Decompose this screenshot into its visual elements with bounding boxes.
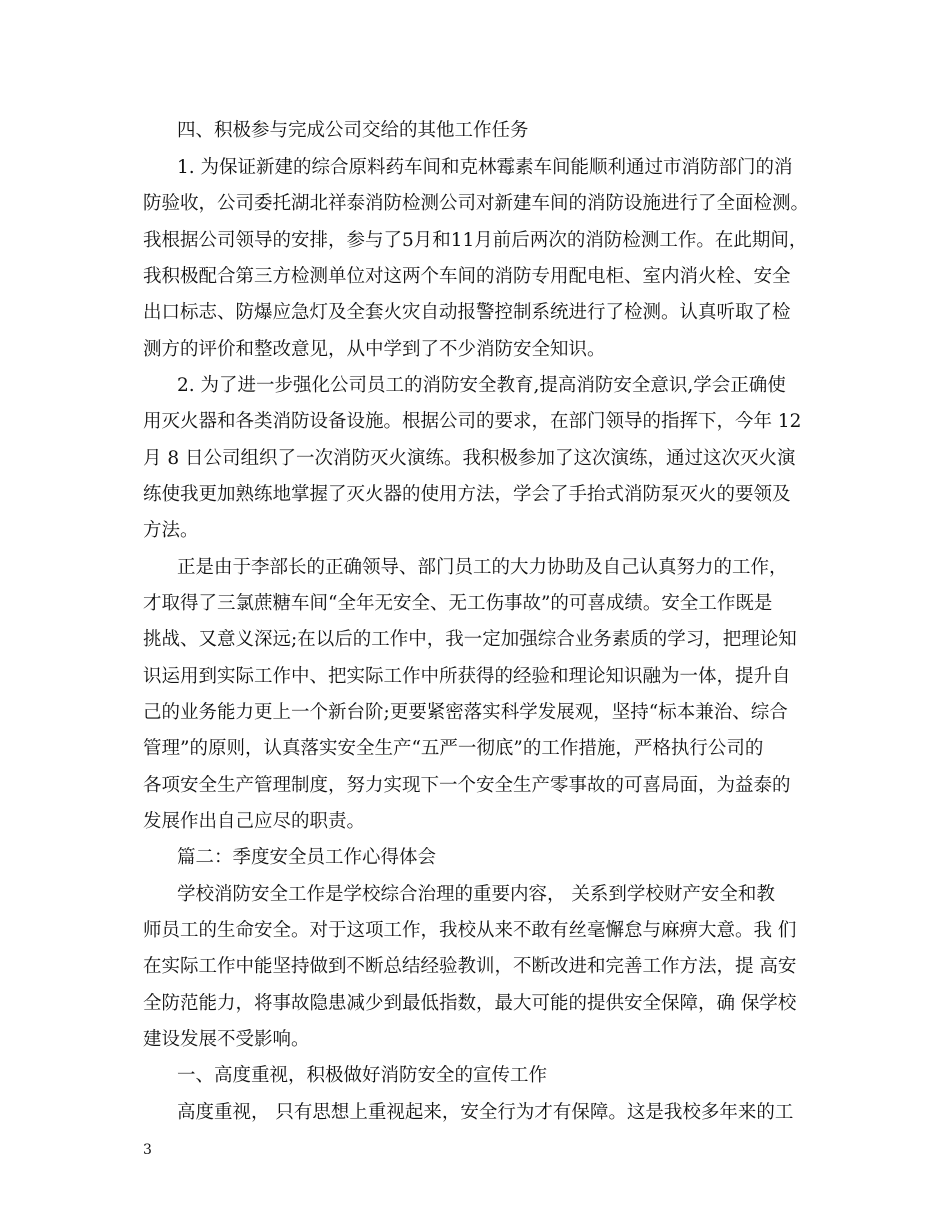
- text-line: 用灭火器和各类消防设备设施。根据公司的要求，在部门领导的指挥下，今年 12: [143, 411, 802, 432]
- text-line: 防验收，公司委托湖北祥泰消防检测公司对新建车间的消防设施进行了全面检测。: [143, 193, 810, 214]
- text-line: 发展作出自己应尽的职责。: [143, 811, 366, 832]
- text-line: 管理”的原则，认真落实安全生产“五严一彻底”的工作措施，严格执行公司的: [143, 738, 764, 759]
- section-heading: 篇二：季度安全员工作心得体会: [177, 847, 437, 868]
- text-line: 师员工的生命安全。对于这项工作，我校从来不敢有丝毫懈怠与麻痹大意。我 们: [143, 920, 797, 941]
- text-line: 建设发展不受影响。: [143, 1029, 310, 1050]
- text-line: 全防范能力，将事故隐患减少到最低指数，最大可能的提供安全保障，确 保学校: [143, 993, 797, 1014]
- text-line: 各项安全生产管理制度，努力实现下一个安全生产零事故的可喜局面，为益泰的: [143, 775, 791, 796]
- text-line: 在实际工作中能坚持做到不断总结经验教训，不断改进和完善工作方法，提 高安: [143, 956, 797, 977]
- text-line: 才取得了三氯蔗糖车间“全年无安全、无工伤事故”的可喜成绩。安全工作既是: [143, 593, 773, 614]
- text-line: 测方的评价和整改意见，从中学到了不少消防安全知识。: [143, 339, 606, 360]
- text-line: 我根据公司领导的安排，参与了5月和11月前后两次的消防检测工作。在此期间，: [143, 230, 808, 251]
- text-line: 挑战、又意义深远;在以后的工作中，我一定加强综合业务素质的学习，把理论知: [143, 629, 797, 650]
- text-line: 方法。: [143, 520, 199, 541]
- text-line: 己的业务能力更上一个新台阶;更要紧密落实科学发展观，坚持“标本兼治、综合: [143, 702, 788, 723]
- text-line: 我积极配合第三方检测单位对这两个车间的消防专用配电柜、室内消火栓、安全: [143, 266, 791, 287]
- text-line: 识运用到实际工作中、把实际工作中所获得的经验和理论知识融为一体，提升自: [143, 666, 791, 687]
- page-number: 3: [143, 1142, 152, 1158]
- text-line: 出口标志、防爆应急灯及全套火灾自动报警控制系统进行了检测。认真听取了检: [143, 302, 791, 323]
- text-line: 正是由于李部长的正确领导、部门员工的大力协助及自己认真努力的工作，: [177, 557, 788, 578]
- section-heading: 一、高度重视，积极做好消防安全的宣传工作: [177, 1065, 548, 1086]
- text-line: 1. 为保证新建的综合原料药车间和克林霉素车间能顺利通过市消防部门的消: [177, 157, 793, 178]
- text-line: 2. 为了进一步强化公司员工的消防安全教育,提高消防安全意识,学会正确使: [177, 375, 786, 396]
- text-line: 学校消防安全工作是学校综合治理的重要内容， 关系到学校财产安全和教: [177, 884, 775, 905]
- section-heading: 四、积极参与完成公司交给的其他工作任务: [177, 120, 529, 141]
- text-line: 练使我更加熟练地掌握了灭火器的使用方法，学会了手抬式消防泵灭火的要领及: [143, 484, 791, 505]
- text-line: 月 8 日公司组织了一次消防灭火演练。我积极参加了这次演练，通过这次灭火演: [143, 448, 796, 469]
- text-line: 高度重视， 只有思想上重视起来，安全行为才有保障。这是我校多年来的工: [177, 1102, 794, 1123]
